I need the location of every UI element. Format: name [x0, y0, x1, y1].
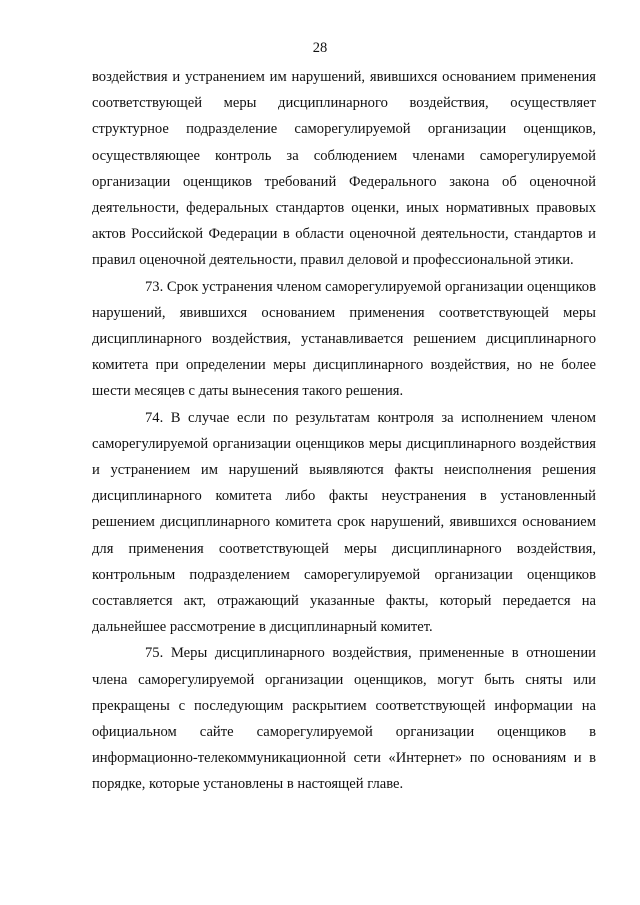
document-body — [92, 64, 596, 798]
paragraph-75: 75. Меры дисциплинарного воздействия, примененные в отношении члена саморегулируемой организации оценщиков, могут быть сняты или прекращены с последующим раскрытием соответствующей информации на официальном сайте саморегулируемой организации оценщиков в информационно-телекоммуникационной сети «Интернет» по основаниям и в порядке, которые установлены в настоящей главе. — [92, 645, 596, 793]
paragraph-74: 74. В случае если по результатам контроля за исполнением членом саморегулируемой организации оценщиков меры дисциплинарного воздействия и устранением им нарушений выявляются факты неисполнения решения дисциплинарного комитета либо факты неустранения в установленный решением дисциплинарного комитета срок нарушений, явившихся основанием для применения соответствующей меры дисциплинарного воздействия, контрольным подразделением саморегулируемой организации оценщиков составляется акт, отражающий указанные факты, который передается на дальнейшее рассмотрение в дисциплинарный комитет. — [92, 409, 596, 636]
page-number: 28 — [312, 40, 328, 56]
paragraph-73: 73. Срок устранения членом саморегулируемой организации оценщиков нарушений, явившихся основанием применения соответствующей меры дисциплинарного воздействия, устанавливается решением дисциплинарного комитета при определении меры дисциплинарного воздействия, но не более шести месяцев с даты вынесения такого решения. — [92, 278, 596, 400]
paragraph-continued: воздействия и устранением им нарушений, явившихся основанием применения соответствующей меры дисциплинарного воздействия, осуществляет структурное подразделение саморегулируемой организации оценщиков, осуществляющее контроль за соблюдением членами саморегулируемой организации оценщиков требований Федерального закона об оценочной деятельности, федеральных стандартов оценки, иных нормативных правовых актов Российской Федерации в области оценочной деятельности, стандартов и правил оценочной деятельности, правил деловой и профессиональной этики. — [92, 69, 596, 269]
